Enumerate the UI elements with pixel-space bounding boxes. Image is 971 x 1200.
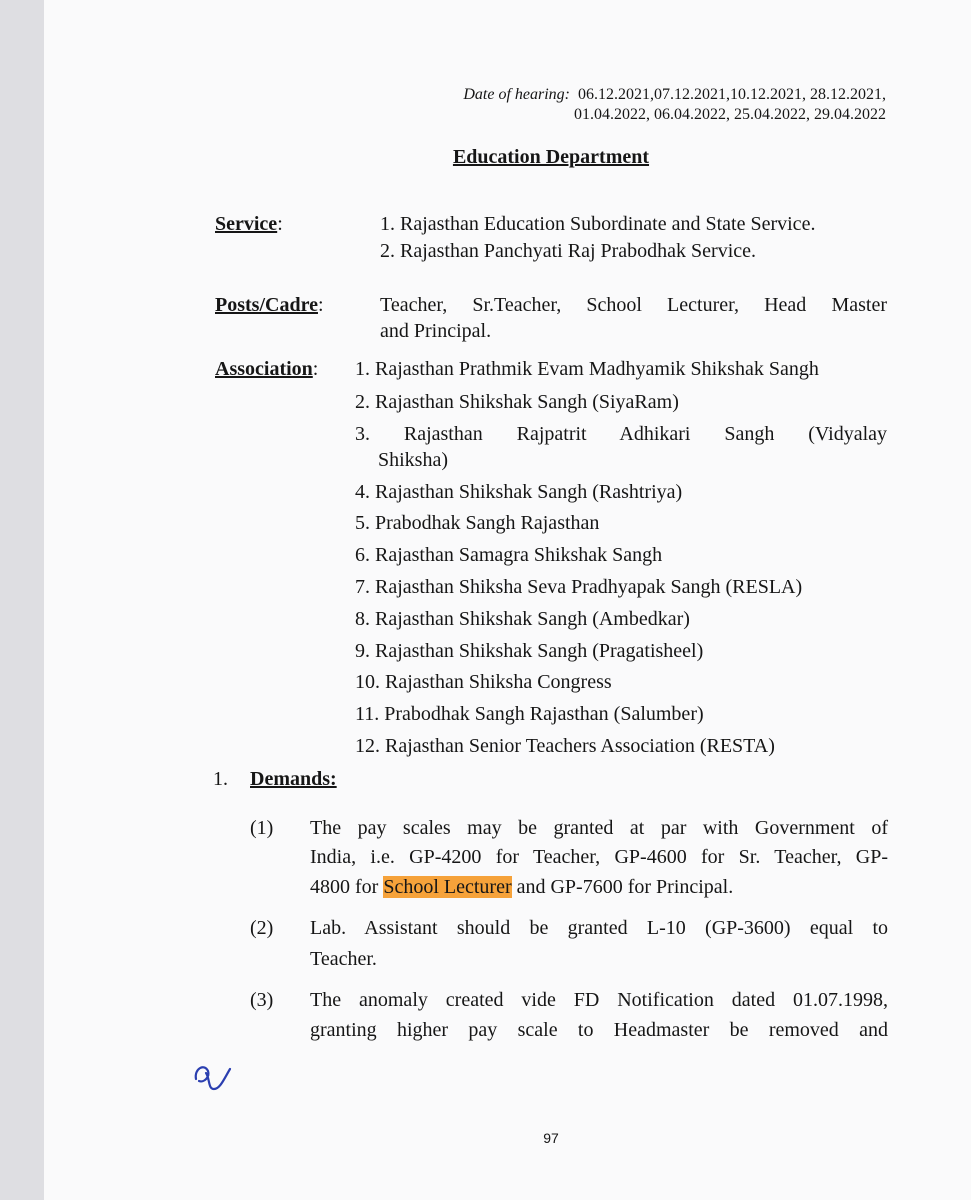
page-title: Education Department: [452, 146, 650, 168]
demand-1-number: (1): [250, 817, 274, 839]
service-label: Service: [215, 213, 278, 235]
association-item: 1. Rajasthan Prathmik Evam Madhyamik Shikshak Sangh: [355, 358, 819, 380]
demand-1-line-3-start: 4800 for: [310, 876, 379, 898]
demand-3-line-2: granting higher pay scale to Headmaster be removed and: [310, 1019, 888, 1041]
demand-3-line-1: The anomaly created vide FD Notification dated 01.07.1998,: [310, 989, 888, 1011]
association-item: 4. Rajasthan Shikshak Sangh (Rashtriya): [355, 481, 683, 503]
handwritten-initial-signature: [190, 1057, 240, 1097]
association-item: 11. Prabodhak Sangh Rajasthan (Salumber): [355, 703, 704, 725]
service-label-wrap: Service:: [215, 213, 283, 235]
demand-2-line-2: Teacher.: [310, 948, 377, 970]
demands-heading: Demands:: [250, 768, 337, 790]
demand-1-line-3: [310, 876, 733, 899]
association-item: 12. Rajasthan Senior Teachers Association (RESTA): [355, 735, 775, 757]
posts-label-wrap: Posts/Cadre:: [215, 294, 324, 316]
association-item: 9. Rajasthan Shikshak Sangh (Pragatisheel): [355, 640, 704, 662]
hearing-dates-line1: Date of hearing: 06.12.2021,07.12.2021,10.12.2021, 28.12.2021,: [463, 86, 886, 103]
association-item: 7. Rajasthan Shiksha Seva Pradhyapak Sangh (RESLA): [355, 576, 803, 598]
demand-2-line-1: Lab. Assistant should be granted L-10 (GP-3600) equal to: [310, 917, 888, 939]
demand-1-line-3-end: and GP-7600 for Principal.: [516, 876, 734, 898]
demands-number: 1.: [213, 768, 228, 790]
posts-label: Posts/Cadre: [215, 294, 318, 316]
association-item-continued: Shiksha): [378, 449, 448, 471]
hearing-label: Date of hearing: [463, 86, 565, 103]
demand-1-line-2: India, i.e. GP-4200 for Teacher, GP-4600 for Sr. Teacher, GP-: [310, 846, 888, 868]
hearing-dates-2: 01.04.2022, 06.04.2022, 25.04.2022, 29.04.2022: [574, 106, 886, 123]
service-item-2: 2. Rajasthan Panchyati Raj Prabodhak Service.: [380, 240, 757, 262]
left-margin-strip: [0, 0, 44, 1200]
page-number: 97: [543, 1130, 559, 1146]
association-item: 10. Rajasthan Shiksha Congress: [355, 671, 612, 693]
posts-line-2: and Principal.: [380, 320, 492, 342]
demand-1-line-1: The pay scales may be granted at par with Government of: [310, 817, 888, 839]
highlighted-text: School Lecturer: [383, 876, 512, 898]
association-item: 2. Rajasthan Shikshak Sangh (SiyaRam): [355, 391, 679, 413]
association-item: 5. Prabodhak Sangh Rajasthan: [355, 512, 600, 534]
association-item: 6. Rajasthan Samagra Shikshak Sangh: [355, 544, 663, 566]
association-label-wrap: Association:: [215, 358, 319, 380]
hearing-dates-1: 06.12.2021,07.12.2021,10.12.2021, 28.12.2021,: [578, 86, 886, 103]
association-label: Association: [215, 358, 313, 380]
hearing-dates-line2: [574, 104, 886, 126]
posts-line-1: Teacher, Sr.Teacher, School Lecturer, Head Master: [380, 294, 887, 316]
demand-3-number: (3): [250, 989, 274, 1011]
demand-2-number: (2): [250, 917, 274, 939]
association-item: 3. Rajasthan Rajpatrit Adhikari Sangh (Vidyalay: [355, 423, 887, 445]
association-item: 8. Rajasthan Shikshak Sangh (Ambedkar): [355, 608, 690, 630]
service-item-1: 1. Rajasthan Education Subordinate and State Service.: [380, 213, 816, 235]
